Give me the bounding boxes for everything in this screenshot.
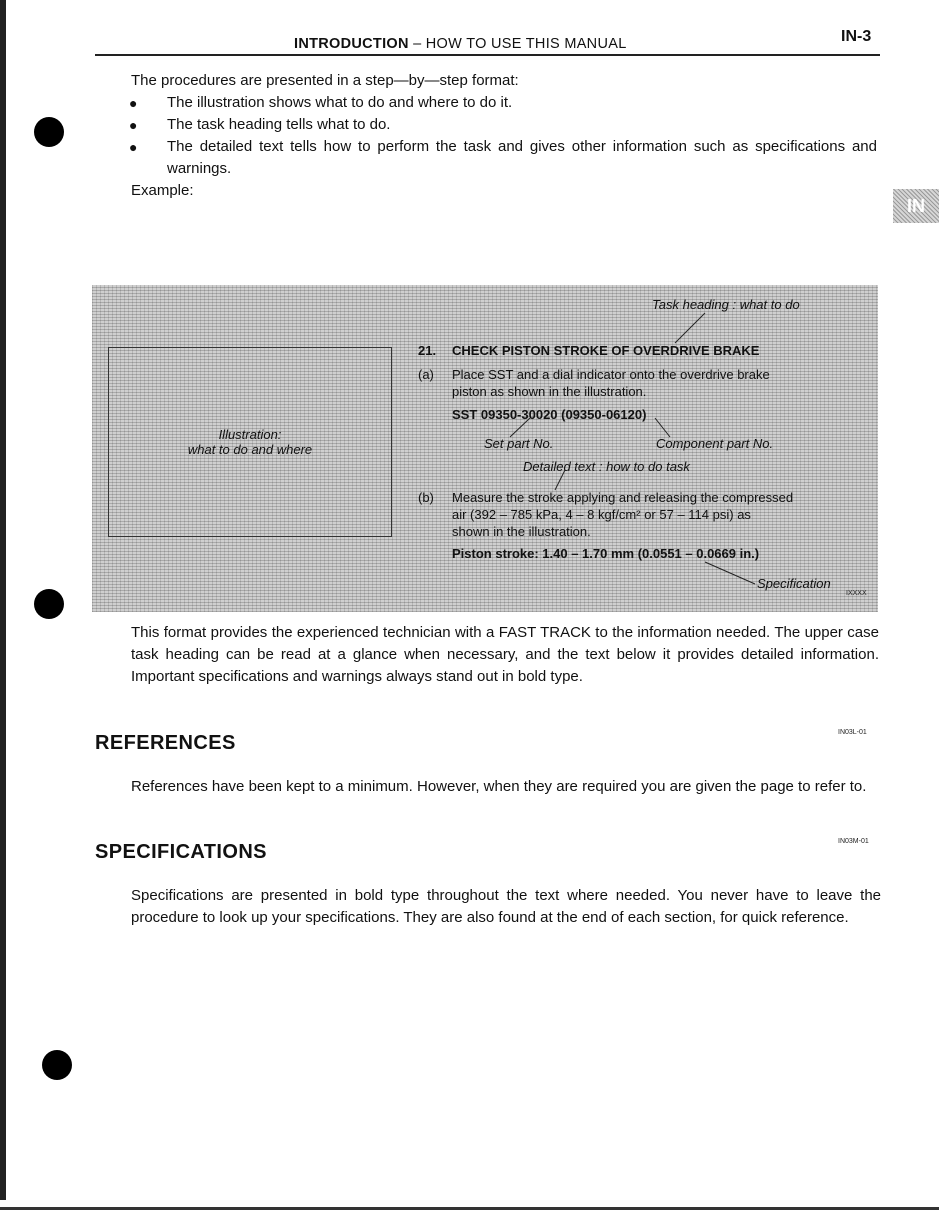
list-item: ● The illustration shows what to do and where to do it. bbox=[129, 92, 879, 114]
specification-note: Specification bbox=[757, 576, 831, 591]
sst-line: SST 09350-30020 (09350-06120) bbox=[452, 407, 647, 422]
leader-specification bbox=[705, 562, 755, 584]
section-tab: IN bbox=[893, 189, 939, 223]
step-number: 21. bbox=[418, 343, 437, 358]
step-heading: CHECK PISTON STROKE OF OVERDRIVE BRAKE bbox=[452, 343, 760, 358]
item-a-label: (a) bbox=[418, 367, 434, 382]
set-part-note: Set part No. bbox=[484, 436, 554, 451]
item-a-text: Place SST and a dial indicator onto the overdrive brake piston as shown in the illustration. bbox=[452, 367, 770, 399]
leader-component-part bbox=[655, 418, 670, 437]
figure-code: IXXXX bbox=[846, 590, 867, 597]
task-heading-note: Task heading : what to do bbox=[652, 297, 800, 312]
references-code: IN03L-01 bbox=[838, 729, 867, 736]
page-number: IN-3 bbox=[841, 28, 872, 45]
detailed-text-note: Detailed text : how to do task bbox=[523, 459, 690, 474]
illustration-note: Illustration: what to do and where bbox=[187, 427, 313, 457]
specifications-code: IN03M-01 bbox=[838, 838, 869, 845]
specifications-title: SPECIFICATIONS bbox=[95, 841, 267, 863]
example-label: Example: bbox=[131, 182, 194, 199]
page-header-title: INTRODUCTION – HOW TO USE THIS MANUAL bbox=[294, 36, 627, 52]
item-b-text: Measure the stroke applying and releasing the compressed air (392 – 785 kPa, 4 – 8 kgf/cm² or 57 – 114 psi) as shown in the illustration. bbox=[452, 490, 794, 539]
bullet-icon: ● bbox=[129, 117, 138, 133]
list-item: ● The task heading tells what to do. bbox=[129, 114, 879, 136]
specifications-body: Specifications are presented in bold type throughout the text where needed. You never have to leave the procedure to look up your specifications. They are also found at the end of each section, for quick reference. bbox=[131, 887, 881, 926]
bullet-icon: ● bbox=[129, 95, 138, 111]
bullet-icon: ● bbox=[129, 139, 138, 155]
piston-stroke-spec: Piston stroke: 1.40 – 1.70 mm (0.0551 – 0.0669 in.) bbox=[452, 546, 760, 561]
leader-task-heading bbox=[675, 313, 705, 343]
list-item: ● The detailed text tells how to perform the task and gives other information such as specifications and warnings. bbox=[129, 138, 877, 177]
references-title: REFERENCES bbox=[95, 732, 236, 754]
intro-lead: The procedures are presented in a step—by—step format: bbox=[131, 72, 519, 89]
fast-track-paragraph: This format provides the experienced technician with a FAST TRACK to the information needed. The upper case task heading can be read at a glance when necessary, and the text below it provides detailed information. Important specifications and warnings always stand out in bold type. bbox=[131, 624, 879, 685]
item-b-label: (b) bbox=[418, 490, 434, 505]
component-part-note: Component part No. bbox=[656, 436, 774, 451]
references-body: References have been kept to a minimum. However, when they are required you are given the page to refer to. bbox=[131, 778, 867, 795]
